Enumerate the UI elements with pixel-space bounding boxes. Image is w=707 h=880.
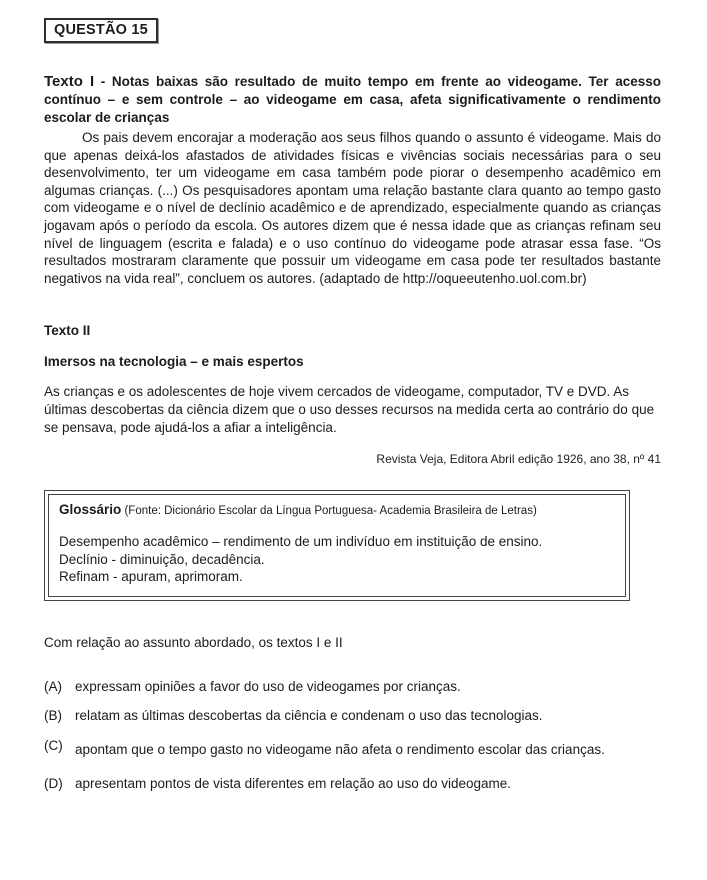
option-row-d <box>44 775 661 793</box>
glossary-entry: Declínio - diminuição, decadência. <box>59 551 265 567</box>
glossary-box <box>44 490 630 601</box>
option-letter-d: (D) <box>44 775 63 791</box>
glossary-entry: Desempenho acadêmico – rendimento de um indivíduo em instituição de ensino. <box>59 534 543 550</box>
glossary-title: Glossário <box>59 502 122 518</box>
glossary-source-note: (Fonte: Dicionário Escolar da Língua Portuguesa- Academia Brasileira de Letras) <box>121 505 537 518</box>
option-row-b <box>44 707 661 725</box>
option-text-d: apresentam pontos de vista diferentes em relação ao uso do videogame. <box>75 775 512 791</box>
option-letter-b: (B) <box>44 708 62 724</box>
glossary-box-inner <box>48 494 626 597</box>
option-text-a: expressam opiniões a favor do uso de videogames por crianças. <box>75 678 461 694</box>
question-number-box <box>44 18 158 43</box>
glossary-entry: Refinam - apuram, aprimoram. <box>59 569 243 585</box>
option-text-b: relatam as últimas descobertas da ciência e condenam o uso das tecnologias. <box>75 708 543 724</box>
texto1-title <box>44 73 661 127</box>
option-letter-c: (C) <box>44 737 63 753</box>
question-stem: Com relação ao assunto abordado, os textos I e II <box>44 634 343 650</box>
option-letter-a: (A) <box>44 678 62 694</box>
option-text-c: apontam que o tempo gasto no videogame não afeta o rendimento escolar das crianças. <box>75 741 605 757</box>
texto1-label: Texto I <box>44 73 95 90</box>
option-row-a <box>44 678 661 696</box>
glossary-entries <box>59 533 615 586</box>
texto2-body: As crianças e os adolescentes de hoje vivem cercados de videogame, computador, TV e DVD. As últimas descobertas da ciência dizem que o uso desses recursos na medida certa ao contrário do que se pensava, pode ajudá-los a afiar a inteligência. <box>44 384 655 435</box>
texto2-label: Texto II <box>44 323 91 339</box>
options-list <box>44 678 661 793</box>
question-number-label: QUESTÃO 15 <box>54 22 148 38</box>
option-row-c <box>44 737 661 763</box>
texto1-body: Os pais devem encorajar a moderação aos seus filhos quando o assunto é videogame. Mais do que apenas deixá-los afastados de atividades físicas e vivências sociais necessárias para o seu desenvolvimento, ter um videogame em casa também pode piorar o desempenho acadêmico em algumas crianças. (...) Os pesquisadores apontam uma relação bastante clara quanto ao tempo gasto com videogame e o nível de declínio acadêmico e de aprendizado, especialmente quando as crianças jogavam após o período da escola. Os autores dizem que é nessa idade que as crianças refinam seu nível de linguagem (escrita e falada) e o uso contínuo do videogame pode atrasar essa fase. “Os resultados mostraram claramente que possuir um videogame em casa pode ter resultados bastante negativos na vida real”, concluem os autores. (adaptado de http://oqueeutenho.uol.com.br) <box>44 130 661 286</box>
texto2-source-citation: Revista Veja, Editora Abril edição 1926, ano 38, nº 41 <box>376 452 661 467</box>
glossary-header <box>59 502 615 519</box>
texto1-heading-text: - Notas baixas são resultado de muito tempo em frente ao videogame. Ter acesso contínuo – e sem controle – ao videogame em casa, afeta significativamente o rendimento escolar de crianças <box>44 74 661 125</box>
texto2-subtitle: Imersos na tecnologia – e mais espertos <box>44 354 304 370</box>
